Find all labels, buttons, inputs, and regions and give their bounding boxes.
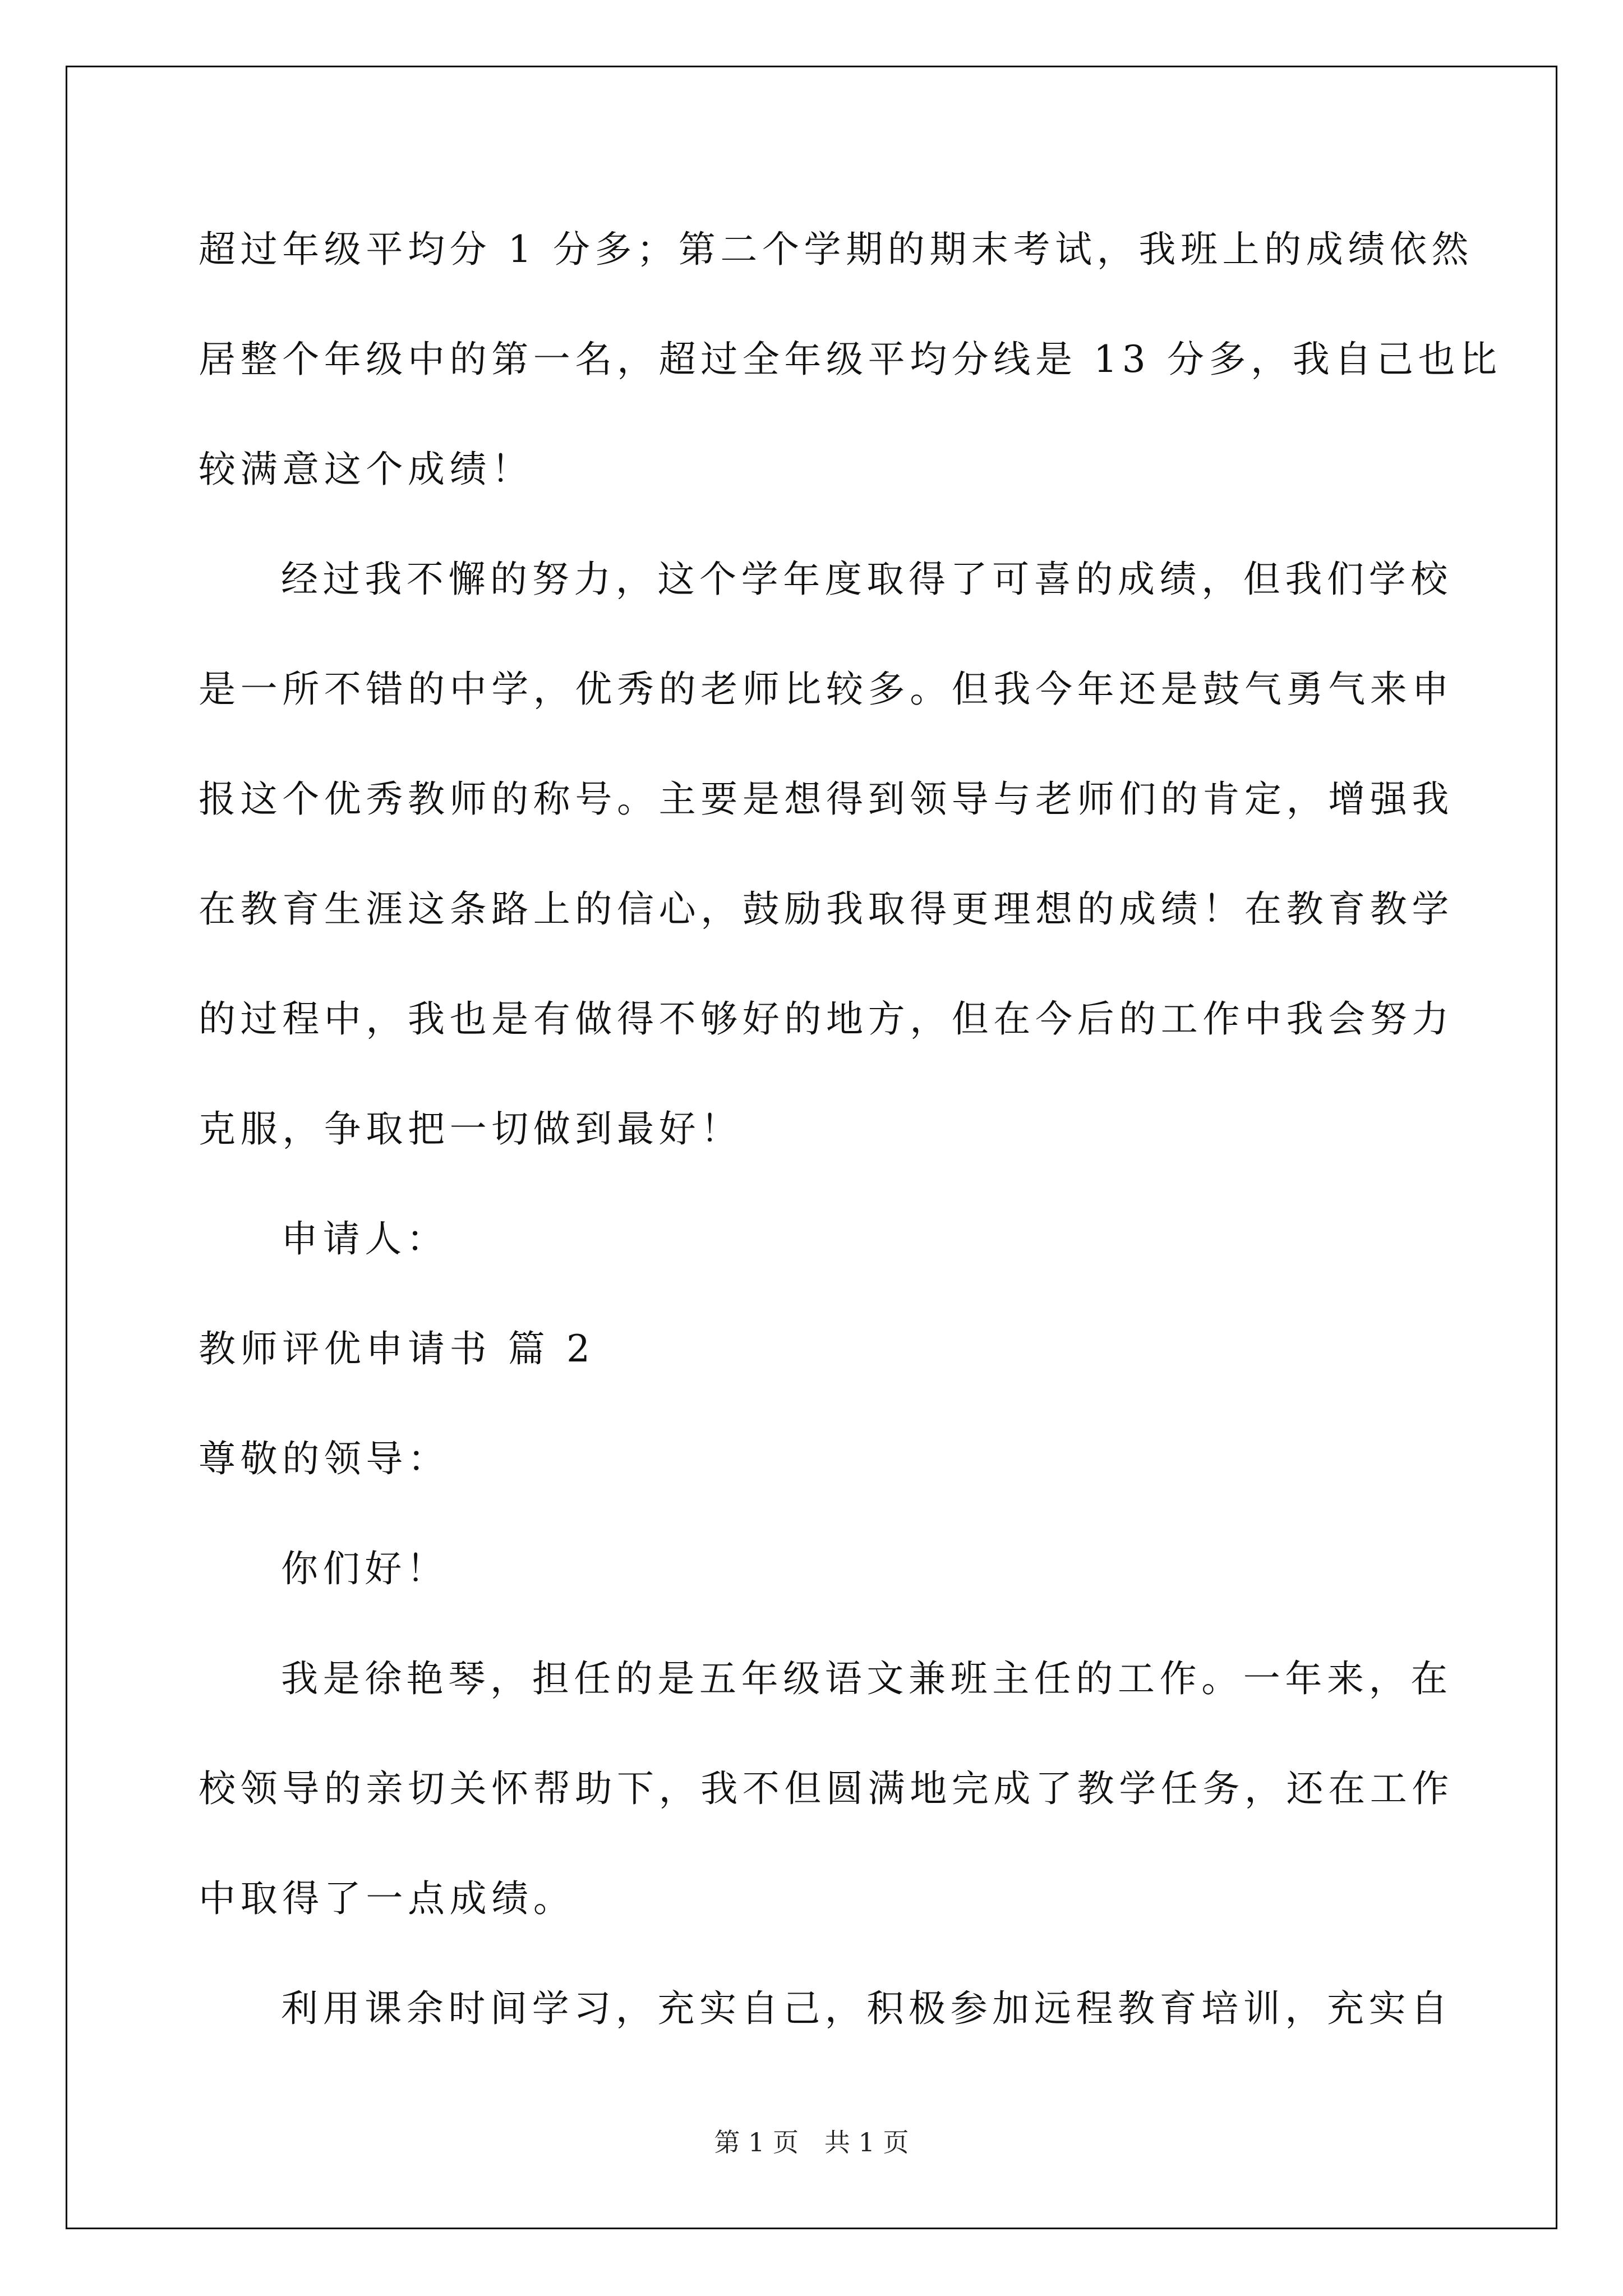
section-heading: 教师评优申请书 篇 2 [199,1327,595,1370]
text-line: 是一所不错的中学，优秀的老师比较多。但我今年还是鼓气勇气来申 [199,668,1454,711]
text-line: 在教育生涯这条路上的信心，鼓励我取得更理想的成绩！在教育教学 [199,887,1454,931]
text-line: 较满意这个成绩！ [199,448,533,491]
text-line: 报这个优秀教师的称号。主要是想得到领导与老师们的肯定，增强我 [199,777,1454,821]
page-number: 第 1 页 共 1 页 [714,2127,909,2157]
text-line: 超过年级平均分 1 分多；第二个学期的期末考试，我班上的成绩依然 [199,228,1474,271]
text-line: 校领导的亲切关怀帮助下，我不但圆满地完成了教学任务，还在工作 [199,1767,1454,1810]
applicant-label: 申请人： [281,1217,449,1260]
text-line: 居整个年级中的第一名，超过全年级平均分线是 13 分多，我自己也比 [199,338,1502,381]
text-line: 经过我不懈的努力，这个学年度取得了可喜的成绩，但我们学校 [281,558,1453,601]
salutation: 尊敬的领导： [199,1437,450,1480]
text-line: 中取得了一点成绩。 [199,1877,575,1920]
text-line: 的过程中，我也是有做得不够好的地方，但在今后的工作中我会努力 [199,997,1454,1041]
text-line: 克服，争取把一切做到最好！ [199,1107,743,1151]
greeting: 你们好！ [281,1547,449,1590]
text-line: 我是徐艳琴，担任的是五年级语文兼班主任的工作。一年来，在 [281,1657,1453,1700]
text-line: 利用课余时间学习，充实自己，积极参加远程教育培训，充实自 [281,1987,1453,2030]
